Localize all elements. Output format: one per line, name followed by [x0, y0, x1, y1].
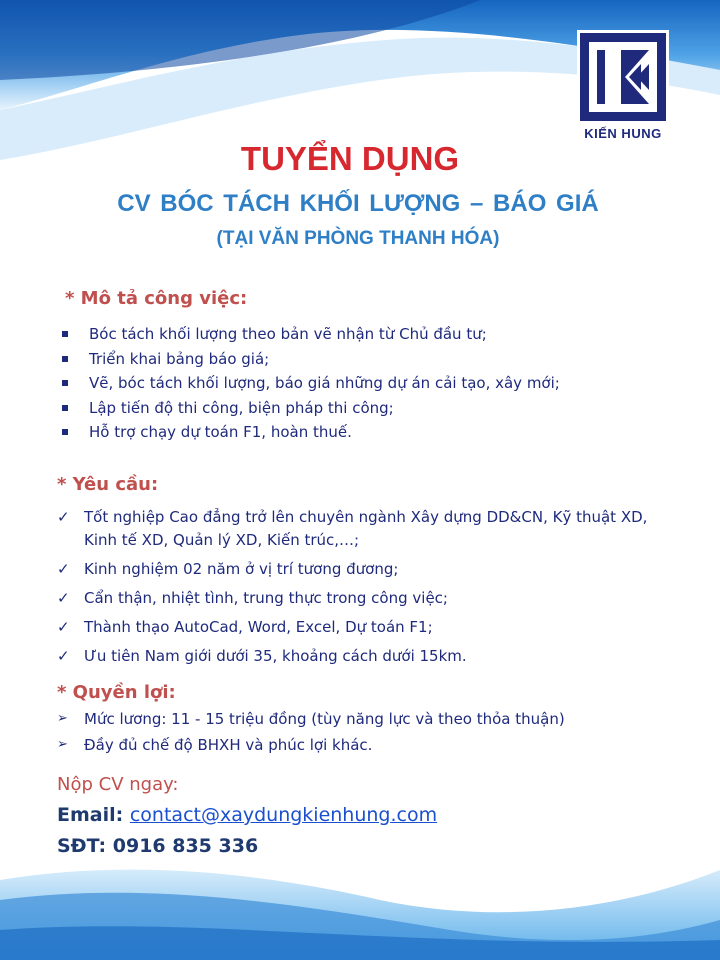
- checkmark-icon: ✓: [57, 618, 70, 636]
- square-bullet-icon: [62, 405, 68, 411]
- list-item: ✓ Kinh nghiệm 02 năm ở vị trí tương đương;: [57, 558, 677, 581]
- square-bullet-icon: [62, 356, 68, 362]
- requirements-heading: * Yêu cầu:: [57, 474, 159, 495]
- benefits-list: [57, 708, 697, 760]
- checkmark-icon: ✓: [57, 647, 70, 665]
- list-item: ✓ Ưu tiên Nam giới dưới 35, khoảng cách dưới 15km.: [57, 645, 677, 668]
- list-item: ✓ Cẩn thận, nhiệt tình, trung thực trong công việc;: [57, 587, 677, 610]
- list-item: ✓ Tốt nghiệp Cao đẳng trở lên chuyên ngành Xây dựng DD&CN, Kỹ thuật XD, Kinh tế XD, Quản lý XD, Kiến trúc,…;: [57, 508, 648, 549]
- list-item: Vẽ, bóc tách khối lượng, báo giá những dự án cải tạo, xây mới;: [62, 373, 682, 398]
- description-list: [62, 324, 682, 447]
- list-item: ✓ Thành thạo AutoCad, Word, Excel, Dự toán F1;: [57, 616, 677, 639]
- list-item: Hỗ trợ chạy dự toán F1, hoàn thuế.: [62, 422, 682, 447]
- checkmark-icon: ✓: [57, 589, 70, 607]
- email-line: [57, 804, 437, 826]
- page-title: TUYỂN DỤNG: [240, 140, 460, 177]
- list-item: ➢ Mức lương: 11 - 15 triệu đồng (tùy năng lực và theo thỏa thuận): [57, 710, 565, 728]
- arrow-bullet-icon: ➢: [57, 737, 68, 752]
- list-item: Triển khai bảng báo giá;: [62, 349, 682, 374]
- square-bullet-icon: [62, 380, 68, 386]
- logo-text: KIẾN HUNG: [584, 126, 662, 141]
- requirements-list: [57, 506, 677, 674]
- list-item: ➢ Đầy đủ chế độ BHXH và phúc lợi khác.: [57, 736, 373, 754]
- description-heading: * Mô tả công việc:: [65, 288, 248, 309]
- job-title: CV BÓC TÁCH KHỐI LƯỢNG – BÁO GIÁ: [117, 190, 599, 217]
- phone-number: 0916 835 336: [112, 835, 259, 857]
- arrow-bullet-icon: ➢: [57, 711, 68, 726]
- email-link[interactable]: contact@xaydungkienhung.com: [129, 804, 438, 826]
- checkmark-icon: ✓: [57, 560, 70, 578]
- email-label: Email:: [57, 804, 124, 826]
- apply-label: Nộp CV ngay:: [57, 774, 179, 795]
- square-bullet-icon: [62, 429, 68, 435]
- list-item: Lập tiến độ thi công, biện pháp thi công;: [62, 398, 682, 423]
- phone-label: SĐT:: [57, 835, 107, 857]
- checkmark-icon: ✓: [57, 508, 70, 526]
- job-location: (TẠI VĂN PHÒNG THANH HÓA): [216, 228, 500, 249]
- square-bullet-icon: [62, 331, 68, 337]
- company-logo: [577, 30, 669, 146]
- phone-line: [57, 835, 258, 857]
- benefits-heading: * Quyền lợi:: [57, 682, 176, 703]
- list-item: Bóc tách khối lượng theo bản vẽ nhận từ Chủ đầu tư;: [62, 324, 682, 349]
- kien-hung-logo-icon: [577, 30, 669, 124]
